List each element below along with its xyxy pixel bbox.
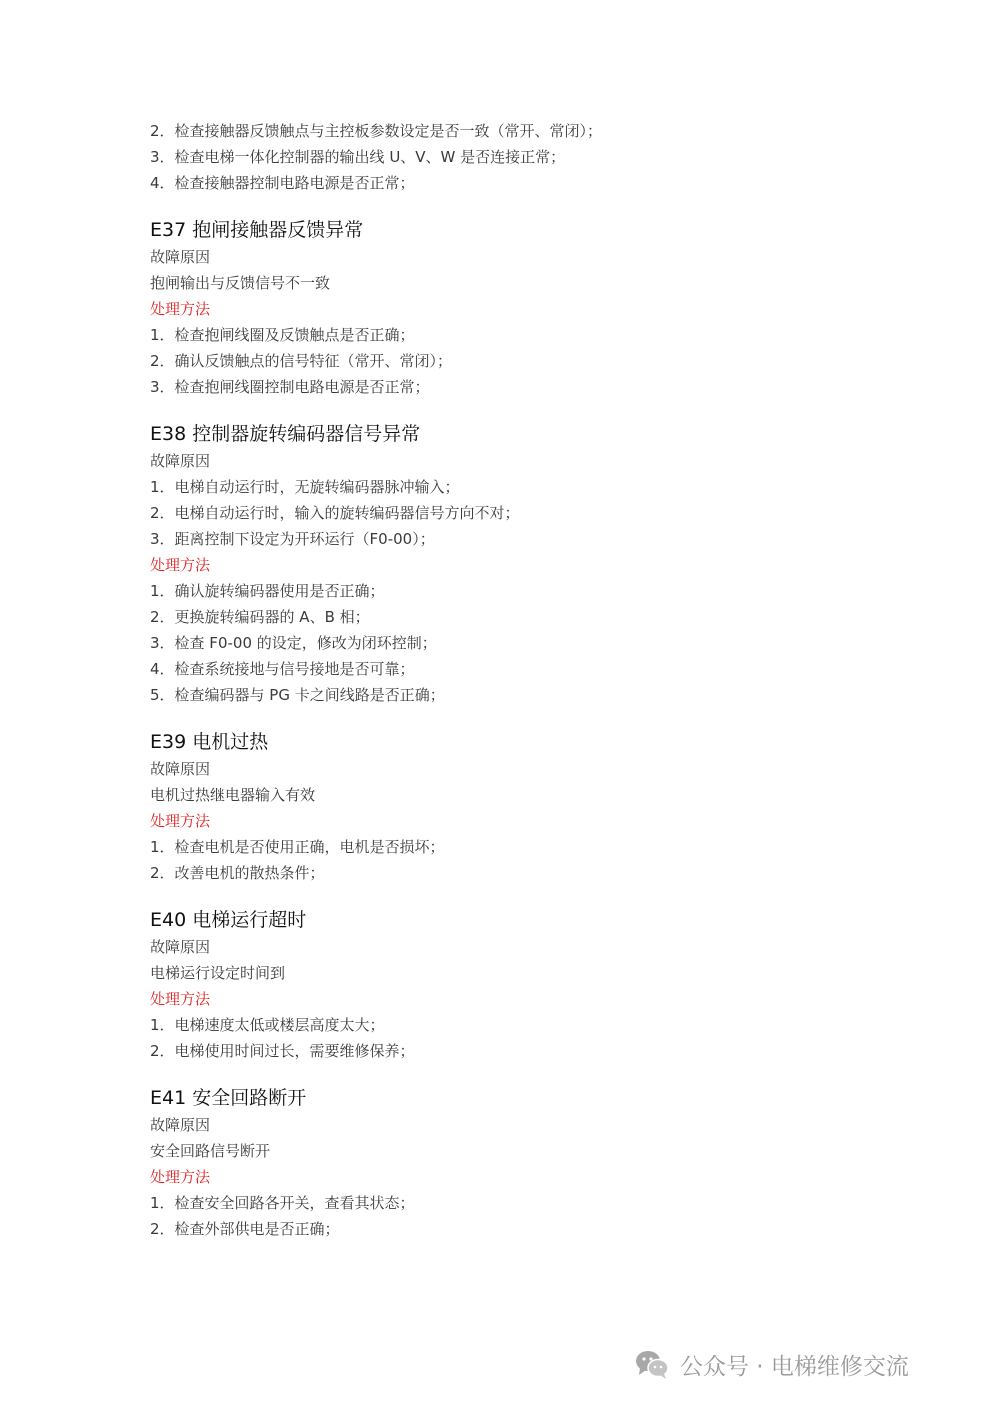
method-label: 处理方法 [150,1168,211,1186]
watermark-text: 公众号 · 电梯维修交流 [680,1353,909,1380]
fault-title: E41 安全回路断开 [150,1087,307,1109]
method-item: 3．检查抱闸线圈控制电路电源是否正常； [150,378,430,396]
intro-line: 2．检查接触器反馈触点与主控板参数设定是否一致（常开、常闭）； [150,122,603,140]
fault-section-e39 [150,728,950,886]
method-label: 处理方法 [150,300,211,318]
cause-item: 安全回路信号断开 [150,1142,271,1160]
fault-section-e38 [150,420,950,708]
method-item: 1．确认旋转编码器使用是否正确； [150,582,385,600]
method-item: 1．检查电机是否使用正确，电机是否损坏； [150,838,445,856]
intro-line: 3．检查电梯一体化控制器的输出线 U、V、W 是否连接正常； [150,148,566,166]
cause-label: 故障原因 [150,760,211,778]
method-item: 5．检查编码器与 PG 卡之间线路是否正确； [150,686,445,704]
document-page [150,118,950,1242]
method-item: 4．检查系统接地与信号接地是否可靠； [150,660,415,678]
method-label: 处理方法 [150,812,211,830]
fault-title: E39 电机过热 [150,731,269,753]
fault-section-e37 [150,216,950,400]
method-item: 2．改善电机的散热条件； [150,864,325,882]
cause-label: 故障原因 [150,938,211,956]
cause-label: 故障原因 [150,1116,211,1134]
method-item: 1．检查抱闸线圈及反馈触点是否正确； [150,326,415,344]
cause-item: 电梯运行设定时间到 [150,964,286,982]
cause-item: 电机过热继电器输入有效 [150,786,316,804]
intro-line: 4．检查接触器控制电路电源是否正常； [150,174,415,192]
method-label: 处理方法 [150,990,211,1008]
wechat-icon [634,1348,670,1380]
cause-item: 3．距离控制下设定为开环运行（F0-00）； [150,530,435,548]
method-item: 1．检查安全回路各开关，查看其状态； [150,1194,415,1212]
cause-label: 故障原因 [150,248,211,266]
watermark [634,1346,909,1382]
method-item: 2．电梯使用时间过长，需要维修保养； [150,1042,415,1060]
method-item: 2．更换旋转编码器的 A、B 相； [150,608,370,626]
method-item: 1．电梯速度太低或楼层高度太大； [150,1016,385,1034]
method-item: 3．检查 F0-00 的设定，修改为闭环控制； [150,634,437,652]
fault-title: E38 控制器旋转编码器信号异常 [150,423,421,445]
cause-label: 故障原因 [150,452,211,470]
method-label: 处理方法 [150,556,211,574]
fault-section-e41 [150,1084,950,1242]
fault-title: E37 抱闸接触器反馈异常 [150,219,364,241]
cause-item: 2．电梯自动运行时，输入的旋转编码器信号方向不对； [150,504,520,522]
intro-list [150,118,950,196]
fault-title: E40 电梯运行超时 [150,909,307,931]
method-item: 2．确认反馈触点的信号特征（常开、常闭）； [150,352,453,370]
fault-section-e40 [150,906,950,1064]
cause-item: 抱闸输出与反馈信号不一致 [150,274,331,292]
method-item: 2．检查外部供电是否正确； [150,1220,340,1238]
cause-item: 1．电梯自动运行时，无旋转编码器脉冲输入； [150,478,460,496]
